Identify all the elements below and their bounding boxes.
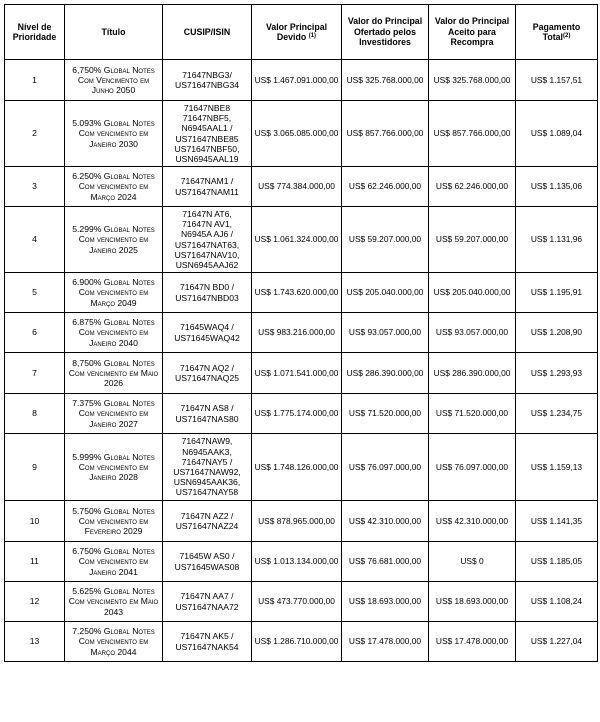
cusip-cell: 71647N BD0 / US71647NBD03 [163, 273, 252, 313]
priority-cell: 9 [5, 434, 65, 501]
principal-due-cell: US$ 1.071.541.000,00 [252, 353, 342, 394]
cusip-cell: 71645W AS0 / US71645WAS08 [163, 542, 252, 582]
principal-accepted-cell: US$ 18.693.000,00 [429, 582, 516, 622]
principal-accepted-cell: US$ 71.520.000,00 [429, 394, 516, 434]
table-row [5, 582, 598, 622]
title-cell: 5.093% Global Notes Com vencimento em Janeiro 2030 [65, 101, 163, 167]
cusip-cell: 71647N AT6, 71647N AV1, N6945A AJ6 / US71647NAT63, US71647NAV10, USN6945AAJ62 [163, 207, 252, 273]
principal-accepted-cell: US$ 325.768.000,00 [429, 60, 516, 101]
title-cell: 6.900% Global Notes Com vencimento em Março 2049 [65, 273, 163, 313]
cusip-cell: 71647N AA7 / US71647NAA72 [163, 582, 252, 622]
title-cell: 6.750% Global Notes Com vencimento em Janeiro 2041 [65, 542, 163, 582]
header-principal-due-label: Valor Principal Devido [265, 21, 328, 42]
title-cell: 5.625% Global Notes Com vencimento em Maio 2043 [65, 582, 163, 622]
table-row [5, 60, 598, 101]
priority-cell: 4 [5, 207, 65, 273]
priority-cell: 10 [5, 501, 65, 542]
principal-due-cell: US$ 878.965.000,00 [252, 501, 342, 542]
footnote-marker-1: (1) [308, 33, 317, 39]
total-payment-cell: US$ 1.157,51 [516, 60, 598, 101]
cusip-cell: 71647NAM1 / US71647NAM11 [163, 167, 252, 207]
cusip-cell: 71647N AQ2 / US71647NAQ25 [163, 353, 252, 394]
title-cell: 8,750% Global Notes Com vencimento em Maio 2026 [65, 353, 163, 394]
principal-due-cell: US$ 3.065.085.000,00 [252, 101, 342, 167]
cusip-cell: 71647NBG3/ US71647NBG34 [163, 60, 252, 101]
table-row [5, 167, 598, 207]
header-priority: Nível de Prioridade [5, 5, 65, 60]
header-total-payment-label: Pagamento Total [532, 21, 581, 42]
table-row [5, 434, 598, 501]
total-payment-cell: US$ 1.195,91 [516, 273, 598, 313]
principal-offered-cell: US$ 857.766.000,00 [342, 101, 429, 167]
header-title: Título [65, 5, 163, 60]
table-row [5, 353, 598, 394]
header-row [5, 5, 598, 60]
cusip-cell: 71647N AZ2 / US71647NAZ24 [163, 501, 252, 542]
table-row [5, 394, 598, 434]
priority-cell: 6 [5, 313, 65, 353]
cusip-cell: 71647N AS8 / US71647NAS80 [163, 394, 252, 434]
cusip-cell: 71645WAQ4 / US71645WAQ42 [163, 313, 252, 353]
title-cell: 7.375% Global Notes Com vencimento em Janeiro 2027 [65, 394, 163, 434]
total-payment-cell: US$ 1.293,93 [516, 353, 598, 394]
table-row [5, 501, 598, 542]
notes-table [4, 4, 598, 662]
principal-due-cell: US$ 1.467.091.000,00 [252, 60, 342, 101]
principal-due-cell: US$ 1.775.174.000,00 [252, 394, 342, 434]
table-row [5, 313, 598, 353]
header-principal-offered: Valor do Principal Ofertado pelos Investidores [342, 5, 429, 60]
principal-due-cell: US$ 983.216.000,00 [252, 313, 342, 353]
principal-accepted-cell: US$ 59.207.000,00 [429, 207, 516, 273]
principal-offered-cell: US$ 42.310.000,00 [342, 501, 429, 542]
principal-accepted-cell: US$ 286.390.000,00 [429, 353, 516, 394]
principal-accepted-cell: US$ 0 [429, 542, 516, 582]
principal-offered-cell: US$ 76.681.000,00 [342, 542, 429, 582]
title-cell: 5.299% Global Notes Com vencimento em Janeiro 2025 [65, 207, 163, 273]
principal-accepted-cell: US$ 42.310.000,00 [429, 501, 516, 542]
table-row [5, 273, 598, 313]
priority-cell: 1 [5, 60, 65, 101]
principal-offered-cell: US$ 93.057.000,00 [342, 313, 429, 353]
footnote-marker-2: (2) [563, 33, 571, 39]
principal-due-cell: US$ 1.061.324.000,00 [252, 207, 342, 273]
principal-accepted-cell: US$ 205.040.000,00 [429, 273, 516, 313]
table-row [5, 622, 598, 662]
total-payment-cell: US$ 1.089,04 [516, 101, 598, 167]
total-payment-cell: US$ 1.141,35 [516, 501, 598, 542]
header-total-payment [516, 5, 598, 60]
total-payment-cell: US$ 1.185,05 [516, 542, 598, 582]
total-payment-cell: US$ 1.159,13 [516, 434, 598, 501]
principal-accepted-cell: US$ 93.057.000,00 [429, 313, 516, 353]
principal-due-cell: US$ 1.748.126.000,00 [252, 434, 342, 501]
principal-due-cell: US$ 774.384.000,00 [252, 167, 342, 207]
header-principal-due [252, 5, 342, 60]
total-payment-cell: US$ 1.108,24 [516, 582, 598, 622]
principal-accepted-cell: US$ 857.766.000,00 [429, 101, 516, 167]
principal-due-cell: US$ 1.013.134.000,00 [252, 542, 342, 582]
principal-offered-cell: US$ 205.040.000,00 [342, 273, 429, 313]
principal-offered-cell: US$ 325.768.000,00 [342, 60, 429, 101]
principal-offered-cell: US$ 76.097.000,00 [342, 434, 429, 501]
principal-due-cell: US$ 1.286.710.000,00 [252, 622, 342, 662]
principal-offered-cell: US$ 17.478.000,00 [342, 622, 429, 662]
total-payment-cell: US$ 1.227,04 [516, 622, 598, 662]
table-row [5, 101, 598, 167]
priority-cell: 5 [5, 273, 65, 313]
title-cell: 7.250% Global Notes Com vencimento em Março 2044 [65, 622, 163, 662]
cusip-cell: 71647NBE8 71647NBF5, N6945AAL1 / US71647NBE85 US71647NBF50, USN6945AAL19 [163, 101, 252, 167]
priority-cell: 8 [5, 394, 65, 434]
title-cell: 5.999% Global Notes Com vencimento em Janeiro 2028 [65, 434, 163, 501]
principal-offered-cell: US$ 18.693.000,00 [342, 582, 429, 622]
total-payment-cell: US$ 1.131,96 [516, 207, 598, 273]
principal-due-cell: US$ 473.770.000,00 [252, 582, 342, 622]
principal-accepted-cell: US$ 76.097.000,00 [429, 434, 516, 501]
header-principal-accepted: Valor do Principal Aceito para Recompra [429, 5, 516, 60]
principal-offered-cell: US$ 59.207.000,00 [342, 207, 429, 273]
priority-cell: 13 [5, 622, 65, 662]
title-cell: 5.750% Global Notes Com vencimento em Fevereiro 2029 [65, 501, 163, 542]
total-payment-cell: US$ 1.135,06 [516, 167, 598, 207]
principal-offered-cell: US$ 286.390.000,00 [342, 353, 429, 394]
cusip-cell: 71647NAW9, N6945AAK3, 71647NAY5 / US71647NAW92, USN6945AAK36, US71647NAY58 [163, 434, 252, 501]
principal-offered-cell: US$ 71.520.000,00 [342, 394, 429, 434]
principal-accepted-cell: US$ 62.246.000,00 [429, 167, 516, 207]
principal-accepted-cell: US$ 17.478.000,00 [429, 622, 516, 662]
principal-offered-cell: US$ 62.246.000,00 [342, 167, 429, 207]
title-cell: 6,750% Global Notes Com Vencimento em Junho 2050 [65, 60, 163, 101]
table-row [5, 542, 598, 582]
cusip-cell: 71647N AK5 / US71647NAK54 [163, 622, 252, 662]
priority-cell: 3 [5, 167, 65, 207]
table-row [5, 207, 598, 273]
priority-cell: 11 [5, 542, 65, 582]
priority-cell: 7 [5, 353, 65, 394]
principal-due-cell: US$ 1.743.620.000,00 [252, 273, 342, 313]
total-payment-cell: US$ 1.234,75 [516, 394, 598, 434]
title-cell: 6.250% Global Notes Com vencimento em Março 2024 [65, 167, 163, 207]
priority-cell: 12 [5, 582, 65, 622]
header-cusip: CUSIP/ISIN [163, 5, 252, 60]
total-payment-cell: US$ 1.208,90 [516, 313, 598, 353]
priority-cell: 2 [5, 101, 65, 167]
title-cell: 6.875% Global Notes Com vencimento em Janeiro 2040 [65, 313, 163, 353]
